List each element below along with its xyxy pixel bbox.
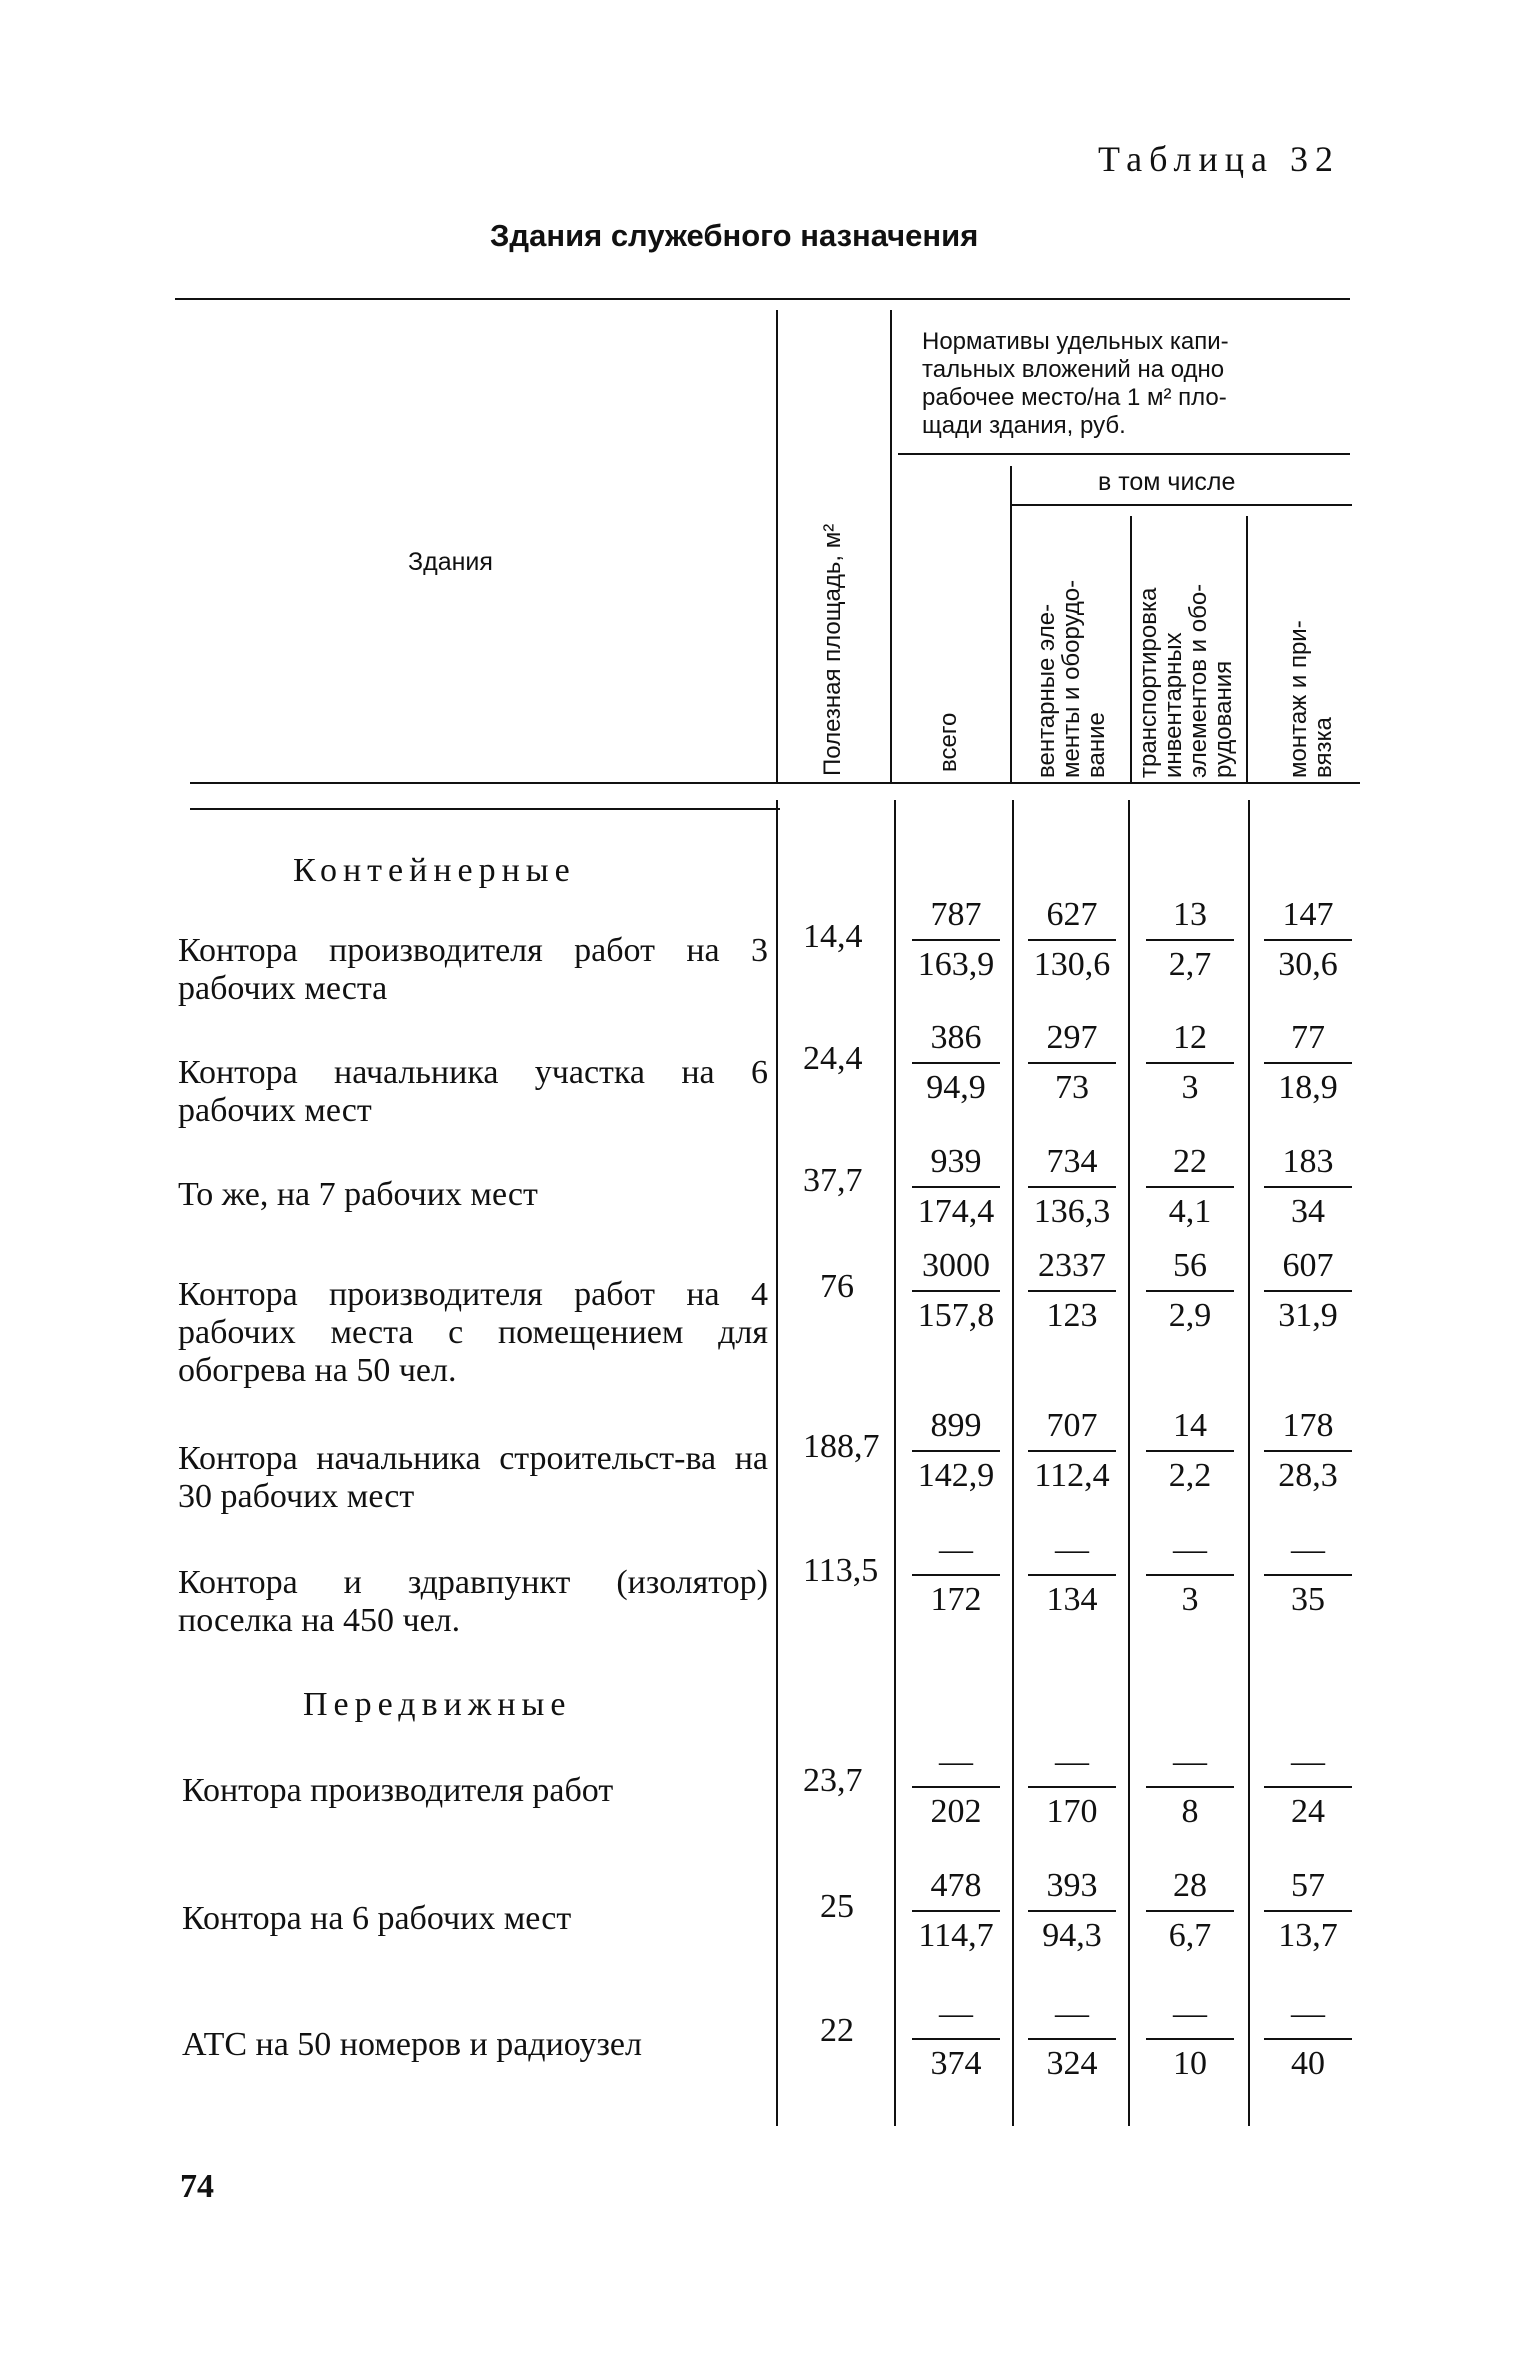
row-label: АТС на 50 номеров и радиоузел — [182, 2026, 642, 2063]
body-top-rule — [190, 808, 780, 810]
frac-total: 478 114,7 — [906, 1864, 1006, 1958]
body-divider-3 — [1012, 800, 1014, 2126]
frac-inventory: 393 94,3 — [1022, 1864, 1122, 1958]
col-divider-5 — [1246, 516, 1248, 784]
table-title: Здания служебного назначения — [490, 218, 979, 253]
frac-mount: 77 18,9 — [1258, 1016, 1358, 1110]
frac-mount: — 35 — [1258, 1528, 1358, 1622]
group-heading: Передвижные — [303, 1686, 572, 1723]
frac-inventory: — 170 — [1022, 1740, 1122, 1834]
frac-inventory: 707 112,4 — [1022, 1404, 1122, 1498]
frac-transport: 14 2,2 — [1140, 1404, 1240, 1498]
header-buildings: Здания — [408, 548, 493, 576]
row-label: То же, на 7 рабочих мест — [178, 1176, 538, 1213]
including-rule — [1012, 504, 1352, 506]
frac-total: 899 142,9 — [906, 1404, 1006, 1498]
frac-total: — 172 — [906, 1528, 1006, 1622]
frac-total: 939 174,4 — [906, 1140, 1006, 1234]
row-label: Контора производителя работ — [182, 1772, 614, 1809]
row-area: 24,4 — [803, 1040, 863, 1077]
row-label: Контора производителя работ на 3 рабочих места — [178, 932, 768, 1007]
frac-inventory: 2337 123 — [1022, 1244, 1122, 1338]
frac-mount: 147 30,6 — [1258, 893, 1358, 987]
row-label: Контора начальника участка на 6 рабочих мест — [178, 1054, 768, 1129]
frac-mount: 183 34 — [1258, 1140, 1358, 1234]
table-label: Таблица 32 — [1098, 139, 1340, 179]
frac-transport: 56 2,9 — [1140, 1244, 1240, 1338]
frac-mount: 607 31,9 — [1258, 1244, 1358, 1338]
frac-mount: 178 28,3 — [1258, 1404, 1358, 1498]
body-divider-2 — [894, 800, 896, 2126]
frac-mount: — 40 — [1258, 1992, 1358, 2086]
frac-inventory: 734 136,3 — [1022, 1140, 1122, 1234]
header-inventory: вентарные эле- менты и оборудо- вание — [1033, 579, 1110, 778]
row-area: 23,7 — [803, 1762, 863, 1799]
top-rule — [175, 298, 1350, 300]
col-divider-1 — [776, 310, 778, 784]
frac-transport: 22 4,1 — [1140, 1140, 1240, 1234]
frac-transport: — 3 — [1140, 1528, 1240, 1622]
frac-total: 787 163,9 — [906, 893, 1006, 987]
frac-transport: — 10 — [1140, 1992, 1240, 2086]
body-divider-5 — [1248, 800, 1250, 2126]
frac-inventory: — 324 — [1022, 1992, 1122, 2086]
row-area: 76 — [820, 1268, 854, 1305]
frac-inventory: 297 73 — [1022, 1016, 1122, 1110]
row-label: Контора производителя работ на 4 рабочих места с помещением для обогрева на 50 чел. — [178, 1276, 768, 1389]
row-area: 37,7 — [803, 1162, 863, 1199]
frac-mount: — 24 — [1258, 1740, 1358, 1834]
frac-total: — 202 — [906, 1740, 1006, 1834]
header-bottom-rule — [190, 782, 1360, 784]
row-area: 14,4 — [803, 918, 863, 955]
frac-transport: 28 6,7 — [1140, 1864, 1240, 1958]
col-divider-4 — [1130, 516, 1132, 784]
frac-inventory: — 134 — [1022, 1528, 1122, 1622]
frac-total: 3000 157,8 — [906, 1244, 1006, 1338]
row-area: 113,5 — [803, 1552, 879, 1589]
frac-total: 386 94,9 — [906, 1016, 1006, 1110]
frac-transport: 13 2,7 — [1140, 893, 1240, 987]
row-area: 25 — [820, 1888, 854, 1925]
row-label: Контора и здравпункт (изолятор) поселка на 450 чел. — [178, 1564, 768, 1639]
frac-total: — 374 — [906, 1992, 1006, 2086]
col-divider-3 — [1010, 466, 1012, 784]
header-transport: транспортировка инвентарных элементов и обо- рудования — [1135, 583, 1237, 778]
body-divider-4 — [1128, 800, 1130, 2126]
header-including: в том числе — [1098, 468, 1236, 496]
row-label: Контора на 6 рабочих мест — [182, 1900, 572, 1937]
frac-mount: 57 13,7 — [1258, 1864, 1358, 1958]
col-divider-2 — [890, 310, 892, 784]
body-divider-1 — [776, 800, 778, 2126]
group-heading: Контейнерные — [293, 852, 576, 889]
frac-transport: 12 3 — [1140, 1016, 1240, 1110]
norms-rule — [898, 453, 1350, 455]
header-norms: Нормативы удельных капи- тальных вложений на одно рабочее место/на 1 м² пло- щади здания, руб. — [922, 328, 1229, 439]
row-area: 22 — [820, 2012, 854, 2049]
header-total: всего — [935, 712, 962, 772]
row-label: Контора начальника строительст-ва на 30 рабочих мест — [178, 1440, 768, 1515]
frac-transport: — 8 — [1140, 1740, 1240, 1834]
header-area: Полезная площадь, м² — [819, 523, 846, 776]
header-mount: монтаж и при- вязка — [1285, 620, 1337, 778]
page-number: 74 — [180, 2168, 214, 2205]
frac-inventory: 627 130,6 — [1022, 893, 1122, 987]
row-area: 188,7 — [803, 1428, 880, 1465]
